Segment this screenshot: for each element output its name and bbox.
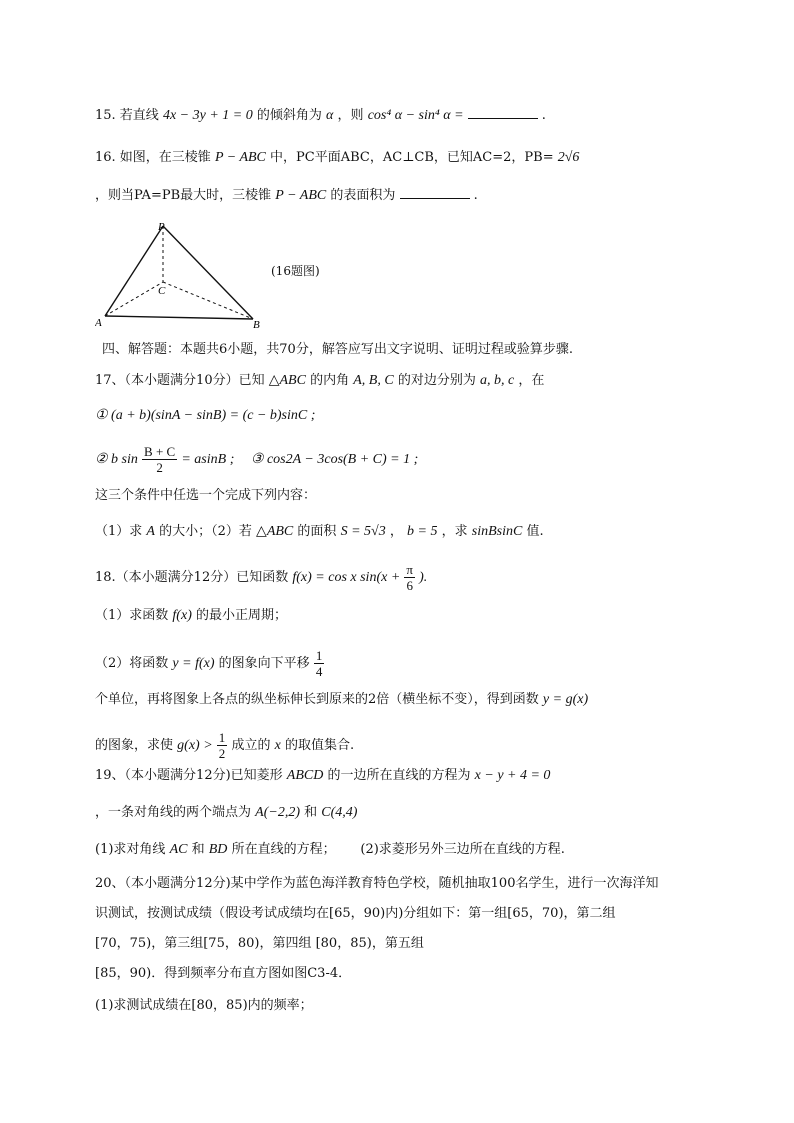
q18-l5-text: 的图象，求使 — [95, 738, 174, 753]
q18-l5-text2: 成立的 — [231, 738, 271, 753]
q15-equation: 4x − 3y + 1 = 0 — [162, 108, 253, 123]
q20-line4: [85，90)．得到频率分布直方图如图C3-4． — [95, 966, 352, 981]
q17-text3: 的对边分别为 — [397, 373, 476, 388]
label-c: C — [158, 285, 166, 297]
q18-close: ). — [419, 570, 428, 585]
q18-fx: f(x) — [172, 608, 192, 623]
fraction-numerator: 1 — [218, 730, 226, 745]
q17-l5-text2: 的大小；（2）若 — [159, 524, 252, 539]
q19-ac: AC — [169, 842, 188, 857]
q20-line2: 识测试，按测试成绩（假设考试成绩均在[65，90)内)分组如下：第一组[65，70)，第二组 — [95, 906, 616, 921]
q17-c2-fraction — [142, 444, 177, 475]
q19-l3-text: (1)求对角线 — [95, 842, 166, 857]
q17-line4: 这三个条件中任选一个完成下列内容： — [95, 488, 317, 503]
q18-text: 18.（本小题满分12分）已知函数 — [95, 570, 289, 585]
q17-l5-text3: 的面积 — [297, 524, 337, 539]
q19-line1 — [95, 766, 550, 786]
q17-l5-area: S = 5√3 — [340, 524, 386, 539]
q19-point-a: A(−2,2) — [255, 805, 300, 820]
q15-period: . — [541, 108, 546, 123]
q16-text: 16. 如图，在三棱锥 — [95, 150, 211, 165]
q15-expression: cos⁴ α − sin⁴ α = — [367, 108, 464, 123]
q20-line5: (1)求测试成绩在[80，85)内的频率； — [95, 998, 313, 1013]
q19-l2-text: ，一条对角线的两个端点为 — [95, 805, 252, 820]
figure-caption: (16题图) — [271, 264, 320, 278]
q18-l3-text: （2）将函数 — [95, 656, 169, 671]
q16-figure — [95, 222, 335, 336]
q18-l3-text2: 的图象向下平移 — [218, 656, 310, 671]
q19-l3-text3: (2)求菱形另外三边所在直线的方程. — [360, 842, 565, 857]
q19-bd: BD — [208, 842, 228, 857]
q18-quarter-fraction — [314, 648, 325, 679]
q17-condition2-3 — [95, 444, 418, 475]
q16-line2 — [95, 186, 478, 206]
q15-answer-blank[interactable] — [468, 106, 538, 119]
q17-c1-text: ① (a + b)(sinA − sinB) = (c − b)sinC ; — [95, 408, 316, 423]
q18-half-fraction — [217, 730, 228, 761]
q18-line1 — [95, 562, 427, 593]
q19-equation: x − y + 4 = 0 — [474, 768, 551, 783]
q17-line1 — [95, 371, 544, 391]
q16-text2: 中，PC平面ABC，AC⊥CB，已知AC=2，PB= — [270, 150, 554, 165]
q18-function: f(x) = cos x sin(x + — [292, 570, 401, 585]
q19-text2: 的一边所在直线的方程为 — [327, 768, 471, 783]
q15-alpha: α — [326, 108, 334, 123]
q16-pb-value: 2√6 — [557, 150, 580, 165]
q17-c2-rhs: = asinB ; — [181, 452, 235, 467]
fraction-denominator: 6 — [406, 578, 413, 593]
q18-line2 — [95, 606, 287, 626]
q19-abcd: ABCD — [286, 768, 324, 783]
q18-x: x — [274, 738, 281, 753]
q18-pi-fraction — [404, 562, 415, 593]
section-heading: 四、解答题：本题共6小题，共70分，解答应写出文字说明、证明过程或验算步骤. — [102, 342, 573, 357]
q17-condition1 — [95, 406, 315, 426]
q16-text4: 的表面积为 — [330, 188, 396, 203]
edge-cb — [163, 282, 253, 319]
q17-l5-comma: ， — [389, 524, 403, 539]
q18-line5 — [95, 730, 354, 761]
q19-point-c: C(4,4) — [321, 805, 358, 820]
q15-text3: ，则 — [337, 108, 364, 123]
edge-pb — [163, 226, 253, 319]
q17-l5-end: 值. — [526, 524, 544, 539]
q17-l5-b: b = 5 — [407, 524, 438, 539]
q17-l5-sinbsinc: sinBsinC — [471, 524, 523, 539]
q17-text: 17、（本小题满分10分）已知 — [95, 373, 265, 388]
label-a: A — [95, 317, 102, 329]
edge-ac — [105, 282, 163, 316]
q16-pabc2: P − ABC — [275, 188, 327, 203]
q17-text4: ，在 — [518, 373, 545, 388]
q17-c3-text: ③ cos2A − 3cos(B + C) = 1 ; — [250, 452, 419, 467]
q20-line1: 20、（本小题满分12分)某中学作为蓝色海洋教育特色学校，随机抽取100名学生，进行一次海洋知 — [95, 876, 659, 891]
label-b: B — [253, 319, 260, 331]
fraction-numerator: π — [406, 562, 413, 577]
q17-angles: A, B, C — [353, 373, 394, 388]
q18-line4 — [95, 690, 588, 710]
q15-line — [95, 106, 546, 126]
fraction-denominator: 2 — [218, 746, 226, 761]
q17-c2-text: ② b sin — [95, 452, 138, 467]
q16-period: . — [473, 188, 478, 203]
q18-l4-text: 个单位，再将图象上各点的纵坐标伸长到原来的2倍（横坐标不变），得到函数 — [95, 692, 539, 707]
q19-l3-and: 和 — [191, 842, 205, 857]
q20-line3: [70，75)，第三组[75，80)，第四组 [80，85)，第五组 — [95, 936, 424, 951]
fraction-numerator: B + C — [144, 444, 176, 459]
q18-l2-text2: 的最小正周期； — [196, 608, 288, 623]
q18-g: y = g(x) — [542, 692, 589, 707]
q18-l5-text3: 的取值集合. — [284, 738, 355, 753]
label-p: P — [158, 222, 165, 234]
q18-y: y = f(x) — [172, 656, 215, 671]
q17-l5-text: （1）求 — [95, 524, 143, 539]
q15-text: 15. 若直线 — [95, 108, 159, 123]
edge-pa — [105, 226, 163, 316]
q18-line3 — [95, 648, 324, 679]
q19-line3 — [95, 840, 565, 860]
q17-sides: a, b, c — [480, 373, 515, 388]
q18-l2-text: （1）求函数 — [95, 608, 169, 623]
q19-line2 — [95, 803, 357, 823]
edge-ab — [105, 316, 253, 319]
q17-text2: 的内角 — [310, 373, 350, 388]
q17-l5-A: A — [146, 524, 155, 539]
q19-l3-text2: 所在直线的方程； — [231, 842, 336, 857]
q16-line1 — [95, 148, 579, 168]
q18-l5-g: g(x) > — [177, 738, 213, 753]
q16-text3: ，则当PA=PB最大时，三棱锥 — [95, 188, 272, 203]
fraction-denominator: 4 — [315, 664, 323, 679]
q17-triangle: △ABC — [268, 373, 306, 388]
q19-l2-and: 和 — [304, 805, 318, 820]
q15-text2: 的倾斜角为 — [256, 108, 322, 123]
q17-l5-tri: △ABC — [256, 524, 294, 539]
q19-text: 19、（本小题满分12分)已知菱形 — [95, 768, 283, 783]
fraction-numerator: 1 — [315, 648, 323, 663]
q17-l5-text4: ，求 — [441, 524, 468, 539]
fraction-denominator: 2 — [156, 460, 163, 475]
q17-line5 — [95, 522, 544, 542]
q16-pabc: P − ABC — [214, 150, 266, 165]
q16-answer-blank[interactable] — [400, 186, 470, 199]
